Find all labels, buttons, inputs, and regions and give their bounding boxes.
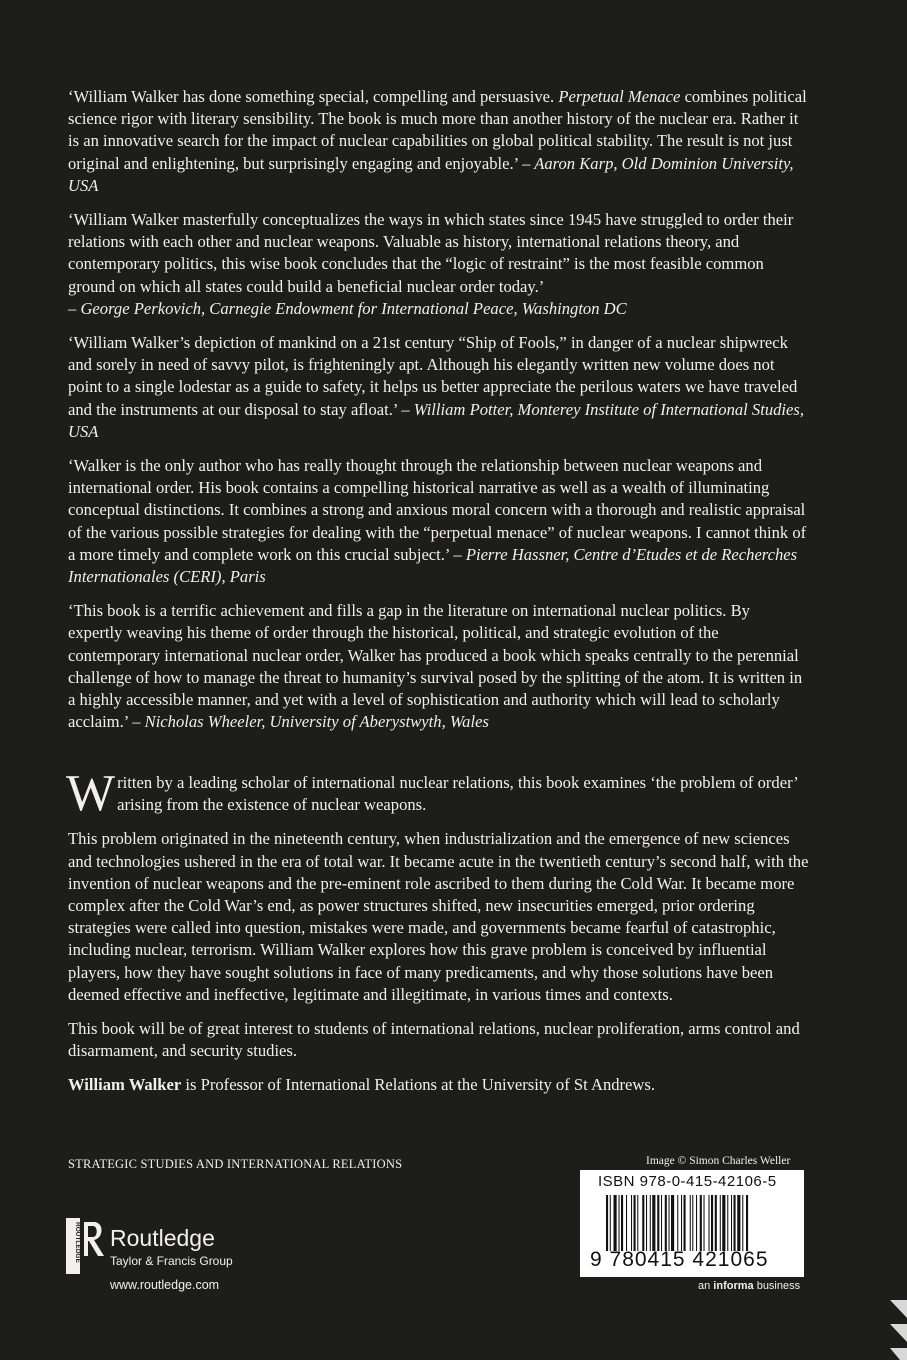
quote-karp: ‘William Walker has done something special, compelling and persuasive. Perpetual Menace combines political science rigor with literary sensibility. The book is much more than another history of the nuclear era. Rather it is an innovative search for the impact of nuclear capabilities on global political stability. The result is not just original and enlightening, but surprisingly engaging and enjoyable.’ – Aaron Karp, Old Dominion University, USA bbox=[68, 87, 807, 195]
quote-attribution: – George Perkovich, Carnegie Endowment for International Peace, Washington DC bbox=[68, 298, 627, 318]
quote-hassner: ‘Walker is the only author who has really thought through the relationship between nuclear weapons and international order. His book contains a compelling historical narrative as well as a wealth of illuminating conceptual distinctions. It combines a strong and anxious moral concern with a thorough and realistic appraisal of the various possible strategies for dealing with the “perpetual menace” of nuclear weapons. I cannot think of a more timely and complete work on this crucial subject.’ – Pierre Hassner, Centre d’Etudes et de Recherches Internationales (CERI), Paris bbox=[68, 456, 807, 587]
barcode-bar bbox=[722, 1195, 725, 1251]
isbn-label: ISBN 978-0-415-42106-5 bbox=[598, 1173, 777, 1190]
barcode-bar bbox=[709, 1195, 710, 1251]
barcode-bar bbox=[652, 1195, 655, 1251]
barcode-bar bbox=[720, 1195, 721, 1251]
barcode-bar bbox=[665, 1195, 667, 1251]
barcode-bar bbox=[684, 1195, 686, 1251]
barcode bbox=[606, 1195, 794, 1251]
informa-tagline: an informa business bbox=[698, 1280, 801, 1292]
barcode-bar bbox=[700, 1195, 702, 1251]
quote-wheeler: ‘This book is a terrific achievement and fills a gap in the literature on international nuclear politics. By expertly weaving his theme of order through the historical, political, and strategic evolution of the contemporary international nuclear order, Walker has produced a book which speaks centrally to the perennial challenge of how to manage the threat to humanity’s survival posed by the splitting of the atom. It is written in a highly accessible manner, and yet with a level of sophistication and authority which will lead to scholarly acclaim.’ – Nicholas Wheeler, University of Aberystwyth, Wales bbox=[68, 601, 803, 732]
quote-potter: ‘William Walker’s depiction of mankind on a 21st century “Ship of Fools,” in danger of a nuclear shipwreck and sorely in need of savvy pilot, is frighteningly apt. Although his elegantly written new volume does not point to a single lodestar as a guide to safety, it helps us better appreciate the perilous waters we have traveled and the instruments at our disposal to stay afloat.’ – William Potter, Monterey Institute of International Studies, USA bbox=[68, 333, 805, 441]
quote-perkovich: ‘William Walker masterfully conceptualizes the ways in which states since 1945 have struggled to order their relations with each other and nuclear weapons. Valuable as history, international relations theory, and contemporary politics, this wise book concludes that the “logic of restraint” is the most feasible common ground on which all states could build a beneficial nuclear order today.’ – George Perkovich, Carnegie Endowment for International Peace, Washington DC bbox=[68, 210, 794, 318]
routledge-logo-icon bbox=[66, 1218, 106, 1274]
quote-attribution: – Nicholas Wheeler, University of Aberystwyth, Wales bbox=[132, 712, 489, 732]
barcode-bar bbox=[642, 1195, 644, 1251]
publisher-group: Taylor & Francis Group bbox=[110, 1254, 233, 1268]
barcode-bar bbox=[634, 1195, 636, 1251]
barcode-bar bbox=[626, 1195, 627, 1251]
barcode-bar bbox=[621, 1195, 623, 1251]
corner-arrow-icon bbox=[870, 1300, 907, 1360]
quote-attribution: – Pierre Hassner, Centre d’Etudes et de Recherches Internationales (CERI), Paris bbox=[68, 544, 798, 587]
description-audience: This book will be of great interest to students of international relations, nuclear proliferation, arms control and disarmament, and security studies. bbox=[68, 1019, 800, 1061]
logo-vertical-text: ROUTLEDGE bbox=[74, 1222, 81, 1263]
drop-cap: W bbox=[66, 765, 116, 822]
barcode-bar bbox=[677, 1195, 678, 1251]
barcode-bar bbox=[669, 1195, 670, 1251]
barcode-bar bbox=[631, 1195, 632, 1251]
barcode-bar bbox=[681, 1195, 682, 1251]
barcode-bar bbox=[650, 1195, 651, 1251]
author-bio: William Walker is Professor of International Relations at the University of St Andrews. bbox=[68, 1075, 656, 1095]
barcode-bar bbox=[731, 1195, 732, 1251]
barcode-bar bbox=[704, 1195, 705, 1251]
publisher-website[interactable]: www.routledge.com bbox=[110, 1278, 220, 1292]
barcode-bar bbox=[614, 1195, 617, 1251]
author-name: William Walker bbox=[68, 1075, 182, 1095]
barcode-bar bbox=[671, 1195, 674, 1251]
quote-attribution: – William Potter, Monterey Institute of International Studies, USA bbox=[68, 399, 805, 441]
barcode-bar bbox=[610, 1195, 611, 1251]
book-description bbox=[66, 765, 813, 1109]
isbn-digits: 9 780415 421065 bbox=[590, 1248, 769, 1271]
barcode-bar bbox=[661, 1195, 662, 1251]
book-title: Perpetual Menace bbox=[558, 87, 681, 106]
barcode-bar bbox=[727, 1195, 728, 1251]
quote-attribution: – Aaron Karp, Old Dominion University, USA bbox=[68, 153, 794, 195]
description-intro: Written by a leading scholar of international nuclear relations, this book examines ‘the problem of order’ arising from the existence of nuclear weapons. bbox=[66, 765, 798, 822]
barcode-bar bbox=[637, 1195, 638, 1251]
description-body: This problem originated in the nineteenth century, when industrialization and the emergence of new sciences and technologies ushered in the era of total war. It became acute in the twentieth century’s second half, with the invention of nuclear weapons and the pre-eminent role ascribed to them during the Cold War. It became more complex after the Cold War’s end, as power structures shifted, new insecurities emerged, prior ordering strategies were called into question, mistakes were made, and governments became fearful of catastrophic, including nuclear, terrorism. William Walker explores how this grave problem is conceived by influential players, how they have sought solutions in face of many predicaments, and why those solutions have been deemed effective and ineffective, legitimate and illegitimate, in various times and contexts. bbox=[68, 829, 809, 1004]
barcode-bar bbox=[657, 1195, 659, 1251]
isbn-barcode-box bbox=[580, 1170, 804, 1277]
barcode-bar bbox=[692, 1195, 693, 1251]
barcode-bar bbox=[715, 1195, 717, 1251]
barcode-bar bbox=[742, 1195, 743, 1251]
barcode-bar bbox=[606, 1195, 608, 1251]
barcode-bar bbox=[646, 1195, 647, 1251]
image-credit: Image © Simon Charles Weller bbox=[646, 1155, 791, 1167]
barcode-bar bbox=[737, 1195, 740, 1251]
barcode-bar bbox=[711, 1195, 713, 1251]
barcode-bar bbox=[746, 1195, 748, 1251]
barcode-bar bbox=[696, 1195, 697, 1251]
endorsements bbox=[68, 86, 808, 745]
barcode-bar bbox=[734, 1195, 736, 1251]
publisher-name: Routledge bbox=[110, 1225, 215, 1251]
barcode-bar bbox=[690, 1195, 691, 1251]
barcode-bar bbox=[619, 1195, 620, 1251]
series-name: STRATEGIC STUDIES AND INTERNATIONAL RELATIONS bbox=[68, 1157, 403, 1171]
informa-brand: informa bbox=[713, 1280, 754, 1292]
